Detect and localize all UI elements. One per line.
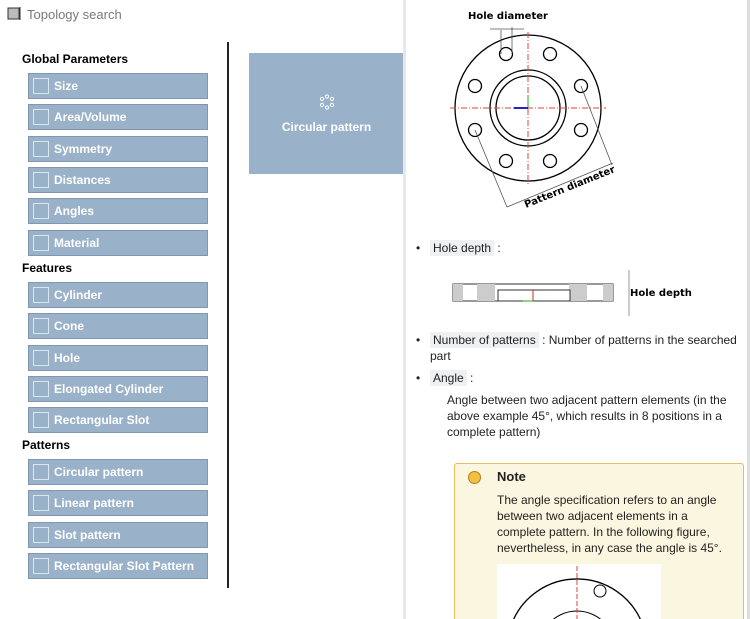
- button-label: Material: [54, 235, 100, 250]
- button-label: Slot pattern: [54, 527, 121, 542]
- area-volume-icon: [33, 109, 49, 125]
- window-title-text: Topology search: [27, 6, 122, 22]
- symmetry-icon: [33, 141, 49, 157]
- button-size[interactable]: [28, 73, 208, 99]
- help-pane: [406, 0, 750, 619]
- button-cone[interactable]: [28, 313, 208, 339]
- elongated-cylinder-icon: [33, 381, 49, 397]
- section-header: Global Parameters: [22, 52, 129, 66]
- slot-pattern-icon: [33, 527, 49, 543]
- angle-desc: Angle between two adjacent pattern elements (in the above example 45°, which results in 8 positions in a complete pattern): [447, 393, 727, 439]
- rectangular-slot-pattern-icon: [33, 558, 49, 574]
- section-header: Features: [22, 261, 73, 275]
- hole-icon: [33, 350, 49, 366]
- button-label: Distances: [54, 172, 111, 187]
- circular-pattern-icon: [319, 94, 335, 110]
- distances-icon: [33, 172, 49, 188]
- selected-pattern-label: Circular pattern: [281, 119, 372, 134]
- angles-icon: [33, 203, 49, 219]
- button-label: Hole: [54, 350, 81, 365]
- angle-term: Angle: [430, 370, 467, 386]
- pattern-diameter-label: Pattern diameter: [523, 164, 617, 211]
- material-icon: [33, 235, 49, 251]
- button-label: Linear pattern: [54, 496, 135, 511]
- note-box: [454, 463, 744, 619]
- button-label: Elongated Cylinder: [54, 381, 164, 396]
- hole-diameter-label: Hole diameter: [468, 11, 548, 22]
- panel-separator: [227, 42, 229, 588]
- button-rectangular-slot[interactable]: [28, 407, 208, 433]
- button-label: Circular pattern: [54, 465, 144, 479]
- button-label: Rectangular Slot Pattern: [54, 558, 195, 573]
- button-label: Rectangular Slot: [54, 413, 150, 428]
- topology-icon: [6, 6, 22, 22]
- button-label: Angles: [54, 204, 95, 219]
- note-text: The angle specification refers to an angle between two adjacent elements in a complete pattern. In the following figure, nevertheless, in any case the angle is 45°.: [497, 493, 722, 555]
- number-of-patterns-desc: : Number of patterns in the searched part: [430, 333, 737, 363]
- button-material[interactable]: [28, 230, 208, 256]
- selected-pattern-tile[interactable]: [249, 53, 404, 174]
- button-circular-pattern[interactable]: [28, 459, 208, 485]
- button-elongated-cylinder[interactable]: [28, 376, 208, 402]
- number-of-patterns-term: Number of patterns: [430, 332, 539, 348]
- button-area-volume[interactable]: [28, 104, 208, 130]
- lightbulb-icon: [468, 471, 481, 484]
- cone-icon: [33, 318, 49, 334]
- button-label: Cone: [54, 319, 84, 334]
- button-linear-pattern[interactable]: [28, 490, 208, 516]
- button-rectangular-slot-pattern[interactable]: [28, 553, 208, 579]
- linear-pattern-icon: [33, 495, 49, 511]
- button-angles[interactable]: [28, 198, 208, 224]
- button-hole[interactable]: [28, 345, 208, 371]
- hole-depth-fig-label: Hole depth: [630, 288, 692, 299]
- button-label: Size: [54, 79, 79, 93]
- window-title: [6, 6, 122, 22]
- button-cylinder[interactable]: [28, 282, 208, 308]
- button-label: Symmetry: [54, 141, 113, 156]
- button-symmetry[interactable]: [28, 136, 208, 162]
- angle-figure: [497, 564, 661, 619]
- hole-depth-term: Hole depth: [430, 240, 494, 256]
- cylinder-icon: [33, 287, 49, 303]
- rectangular-slot-icon: [33, 412, 49, 428]
- button-slot-pattern[interactable]: [28, 522, 208, 548]
- sep: :: [470, 371, 474, 385]
- note-title: Note: [497, 469, 526, 484]
- size-icon: [33, 78, 49, 94]
- flange-diagram: [446, 0, 686, 215]
- button-label: Cylinder: [54, 288, 103, 302]
- sep: :: [497, 241, 501, 255]
- button-label: Area/Volume: [54, 110, 127, 125]
- hole-depth-diagram: [451, 268, 731, 318]
- circular-pattern-icon: [33, 464, 49, 480]
- button-distances[interactable]: [28, 167, 208, 193]
- section-header: Patterns: [22, 438, 71, 452]
